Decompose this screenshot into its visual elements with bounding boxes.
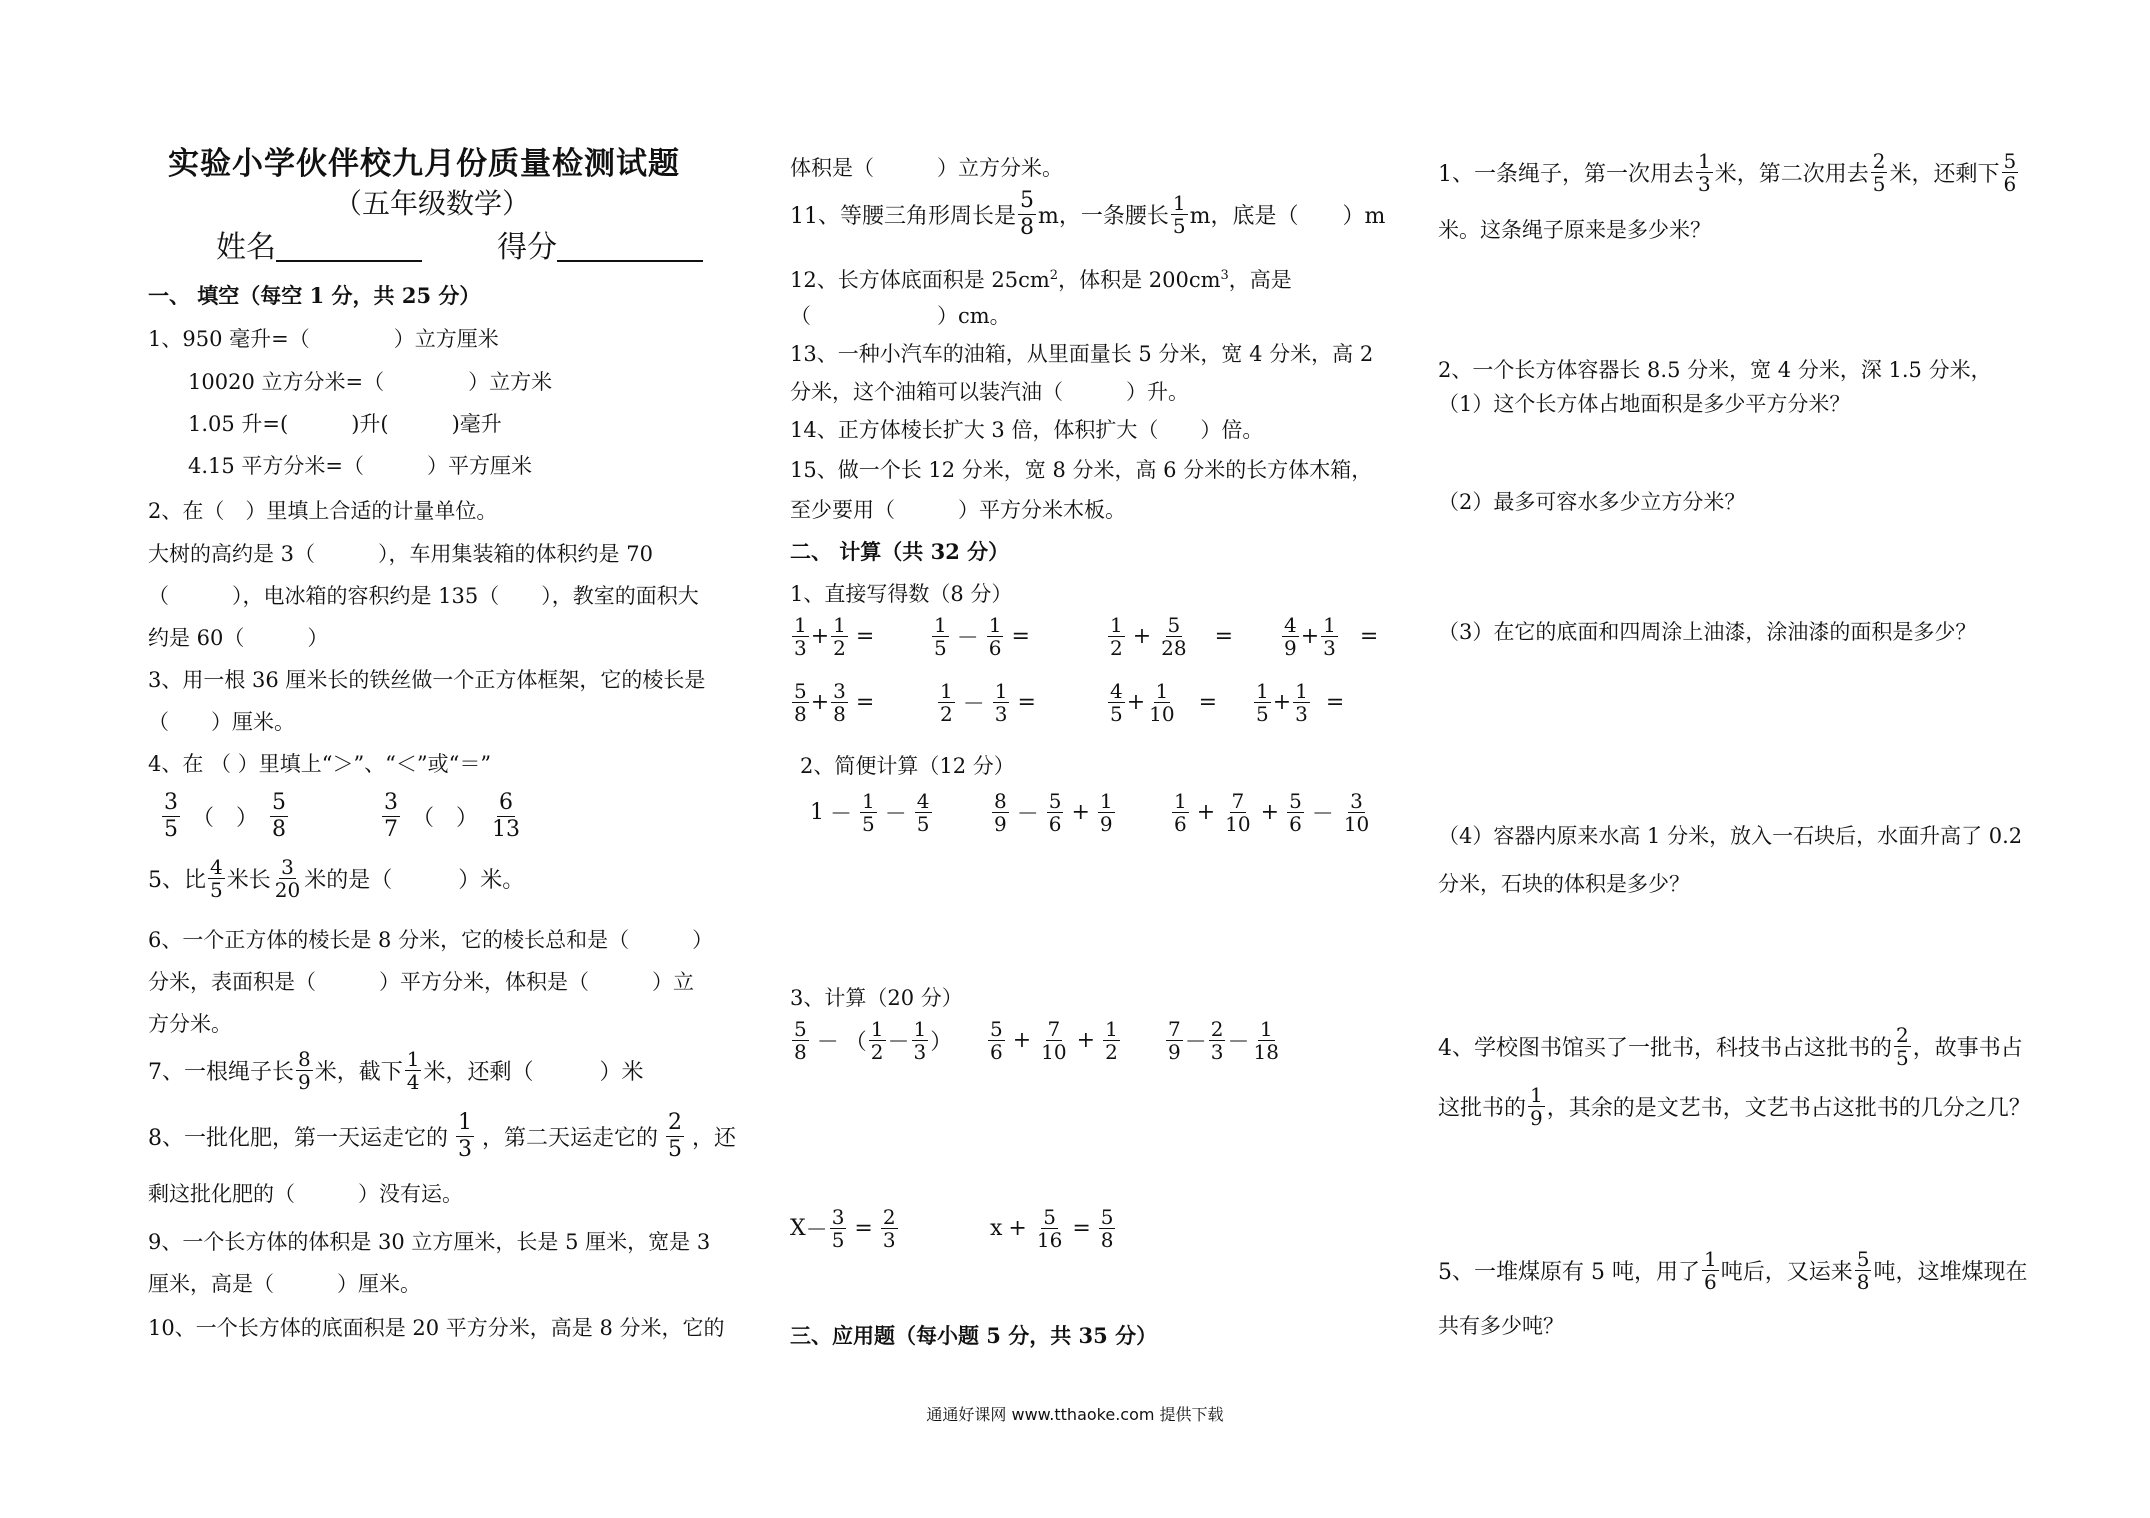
page-subtitle: （五年级数学）: [334, 187, 531, 220]
fraction: 4 5: [1110, 679, 1123, 726]
q1-line-c: 1.05 升=( )升( )毫升: [188, 412, 502, 436]
name-label: 姓名: [216, 230, 276, 265]
fraction: 1 5: [1256, 679, 1269, 726]
fraction: $\frac{7}{10}$: [1225, 789, 1251, 836]
name-blank[interactable]: [276, 234, 422, 262]
calc2-item: 1 － 1 5 － 4 5: [810, 789, 930, 836]
q13-line-b: 分米，这个油箱可以装汽油（ ）升。: [790, 380, 1189, 404]
fraction: 4 5: [210, 855, 223, 902]
fraction: 2 5: [1872, 149, 1886, 196]
app-q4-line-a: 4、学校图书馆买了一批书，科技书占这批书的 2 5 ，故事书占: [1438, 1023, 2023, 1070]
fraction: 4 5: [916, 789, 930, 836]
app-q2-part-3: （3）在它的底面和四周涂上油漆，涂油漆的面积是多少？: [1438, 620, 1977, 644]
fraction: $\frac{1}{3}$: [1323, 613, 1336, 660]
app-q5-line-b: 共有多少吨？: [1438, 1314, 1564, 1338]
calc1-item: 1 2 － $\frac{1}{3}$ =: [940, 679, 1036, 726]
fraction: 8 9: [298, 1047, 311, 1094]
fraction: 5 6: [2003, 149, 2017, 196]
calc1-item: 1 2 + $\frac{5}{28}$ =: [1110, 613, 1234, 660]
fraction: 3 5: [164, 790, 178, 842]
fraction: 3 20: [274, 855, 301, 902]
fraction: 1 5: [1172, 191, 1186, 238]
calc2-item: 1 6 + $\frac{7}{10}$ + $\frac{5}{6}$ － 3 10: [1174, 789, 1370, 836]
fraction: 2 5: [1896, 1023, 1909, 1070]
q14-line: 14、正方体棱长扩大 3 倍，体积扩大（ ）倍。: [790, 418, 1264, 442]
fraction: 1 2: [1110, 613, 1123, 660]
fraction: 5 8: [794, 1017, 807, 1064]
q3-line-a: 3、用一根 36 厘米长的铁丝做一个正方体框架，它的棱长是: [148, 668, 706, 692]
fraction: 1 6: [1703, 1247, 1717, 1294]
q3-line-b: （ ）厘米。: [148, 710, 295, 734]
calc3-item: 7 9 － 2 3 － 1 18: [1168, 1017, 1279, 1064]
calc1-item: 1 3 + $\frac{1}{2}$ =: [794, 613, 875, 660]
q6-line-a: 6、一个正方体的棱长是 8 分米，它的棱长总和是（ ）: [148, 928, 714, 952]
fraction: $\frac{3}{5}$: [831, 1205, 845, 1252]
q8-line-a: 8、一批化肥，第一天运走它的 1 3 ，第二天运走它的 2 5 ，还: [148, 1110, 737, 1162]
fraction: 1 6: [1174, 789, 1187, 836]
fraction: 6 13: [492, 790, 521, 842]
name-score-line: [216, 230, 703, 265]
equation-item: X － $\frac{3}{5}$ = $\frac{2}{3}$: [790, 1205, 896, 1252]
fraction: $\frac{5}{28}$: [1161, 613, 1187, 660]
q9-line-b: 厘米，高是（ ）厘米。: [148, 1272, 421, 1296]
q7-line: 7、一根绳子长 8 9 米，截下 1 4 米，还剩（ ）米: [148, 1047, 644, 1094]
fraction: $\frac{5}{8}$: [1100, 1205, 1114, 1252]
q1-line-b: 10020 立方分米=（ ）立方米: [188, 370, 553, 394]
q2-line-b: 大树的高约是 3（ ），车用集装箱的体积约是 70: [148, 542, 653, 566]
fraction: 5 6: [1048, 789, 1062, 836]
fraction: 5 8: [1020, 188, 1034, 240]
fraction: 1 2: [940, 679, 953, 726]
fraction: 1 9: [1530, 1083, 1543, 1130]
q4-compare-2: [380, 790, 524, 843]
q2-line-d: 约是 60（ ）: [148, 626, 329, 650]
q10-line-a: 10、一个长方体的底面积是 20 平方分米，高是 8 分米，它的: [148, 1316, 725, 1340]
calc1-item: 5 8 + $\frac{3}{8}$ =: [794, 679, 875, 726]
fraction: 3 7: [384, 790, 398, 842]
compare-blank[interactable]: （ ）: [412, 806, 479, 831]
section-3-heading: 三、应用题（每小题 5 分，共 35 分）: [790, 1323, 1158, 1348]
calc1-item: 1 5 + $\frac{1}{3}$ =: [1256, 679, 1345, 726]
section-1-heading: 一、 填空（每空 1 分，共 25 分）: [148, 283, 481, 308]
fraction: 1 3: [913, 1017, 927, 1064]
equation-item: x + $\frac{5}{16}$ = $\frac{5}{8}$: [990, 1205, 1114, 1252]
compare-blank[interactable]: （ ）: [192, 806, 259, 831]
q5-line: 5、比 4 5 米长 3 20 米的是（ ）米。: [148, 855, 525, 902]
q15-line-b: 至少要用（ ）平方分米木板。: [790, 498, 1126, 522]
fraction: 1 5: [862, 789, 875, 836]
fraction: $\frac{5}{16}$: [1036, 1205, 1063, 1252]
fraction: $\frac{1}{10}$: [1149, 679, 1175, 726]
fraction: 5 8: [272, 790, 287, 842]
footer-credit: 通通好课网 www.tthaoke.com 提供下载: [926, 1405, 1224, 1424]
app-q2-part-2: （2）最多可容水多少立方分米？: [1438, 490, 1746, 514]
q6-line-b: 分米，表面积是（ ）平方分米，体积是（ ）立: [148, 970, 694, 994]
score-label: 得分: [497, 230, 558, 265]
fraction: 5 6: [990, 1017, 1003, 1064]
fraction: 4 9: [1284, 613, 1297, 660]
calc1-item: 1 5 － $\frac{1}{6}$ =: [934, 613, 1030, 660]
app-q2-part-1: （1）这个长方体占地面积是多少平方分米？: [1438, 392, 1851, 416]
q12-line-a: 12、长方体底面积是 $25cm^2$，体积是 $200cm^3$，高是: [790, 268, 1292, 292]
app-q1-line-a: 1、一条绳子，第一次用去 1 3 米，第二次用去 2 5 米，还剩下 5 6: [1438, 149, 2017, 196]
app-q5-line-a: 5、一堆煤原有 5 吨，用了 1 6 吨后，又运来 5 8 吨，这堆煤现在: [1438, 1247, 2028, 1294]
q4-compare-1: [160, 790, 290, 843]
calc1-item: 4 5 + $\frac{1}{10}$ =: [1110, 679, 1218, 726]
fraction: 2 3: [1210, 1017, 1224, 1064]
calc3-item: 5 6 + $\frac{7}{10}$ + $\frac{1}{2}$: [990, 1017, 1118, 1064]
fraction: 1 3: [794, 613, 807, 660]
fraction: $\frac{1}{9}$: [1099, 789, 1113, 836]
fraction: 1 2: [870, 1017, 884, 1064]
q6-line-c: 方分米。: [148, 1012, 232, 1036]
fraction: 2 5: [668, 1110, 683, 1162]
fraction: 7 9: [1168, 1017, 1181, 1064]
fraction: 5 8: [1856, 1247, 1870, 1294]
fraction: $\frac{1}{3}$: [994, 679, 1008, 726]
fraction: 1 18: [1253, 1017, 1279, 1064]
fraction: $\frac{1}{2}$: [1105, 1017, 1118, 1064]
q11-line: 11、等腰三角形周长是 5 8 m，一条腰长 1 5 m，底是（ ）m: [790, 188, 1386, 240]
calc1-heading: 1、直接写得数（8 分）: [790, 582, 1013, 606]
fraction: $\frac{3}{8}$: [833, 679, 846, 726]
q12-line-b: （ ）cm。: [790, 304, 1011, 328]
app-q3-line-a: （4）容器内原来水高 1 分米，放入一石块后，水面升高了 0.2: [1438, 824, 2023, 848]
page-title: 实验小学伙伴校九月份质量检测试题: [168, 146, 680, 182]
fraction: 3 10: [1343, 789, 1370, 836]
calc3-heading: 3、计算（20 分）: [790, 986, 963, 1010]
fraction: 5 8: [794, 679, 807, 726]
q8-line-b: 剩这批化肥的（ ）没有运。: [148, 1182, 463, 1206]
fraction: 8 9: [994, 789, 1007, 836]
fraction: 1 5: [934, 613, 947, 660]
fraction: $\frac{1}{2}$: [833, 613, 846, 660]
q1-line-a: 1、950 毫升=（ ）立方厘米: [148, 327, 499, 351]
fraction: $\frac{1}{3}$: [1295, 679, 1308, 726]
calc3-item: 5 8 － （ 1 2 － 1 3 ）: [794, 1017, 953, 1064]
fraction: $\frac{5}{6}$: [1289, 789, 1302, 836]
q15-line-a: 15、做一个长 12 分米，宽 8 分米，高 6 分米的长方体木箱，: [790, 458, 1373, 482]
calc2-heading: 2、简便计算（12 分）: [800, 754, 1015, 778]
fraction: 1 4: [406, 1047, 420, 1094]
fraction: $\frac{2}{3}$: [882, 1205, 896, 1252]
score-blank[interactable]: [557, 234, 703, 262]
fraction: 1 3: [458, 1110, 472, 1162]
calc2-item: 8 9 － 5 6 + $\frac{1}{9}$: [994, 789, 1113, 836]
q2-line-a: 2、在（ ）里填上合适的计量单位。: [148, 499, 498, 523]
app-q4-line-b: 这批书的 1 9 ，其余的是文艺书，文艺书占这批书的几分之几？: [1438, 1083, 2031, 1130]
app-q2-line-a: 2、一个长方体容器长 8.5 分米，宽 4 分米，深 1.5 分米，: [1438, 358, 1992, 382]
fraction: 1 3: [1698, 149, 1711, 196]
q10-line-b: 体积是（ ）立方分米。: [790, 156, 1063, 180]
section-2-heading: 二、 计算（共 32 分）: [790, 539, 1010, 564]
q1-line-d: 4.15 平方分米=（ ）平方厘米: [188, 454, 533, 478]
q4-line-a: 4、在 （ ）里填上“＞”、“＜”或“＝”: [148, 752, 492, 776]
q9-line-a: 9、一个长方体的体积是 30 立方厘米，长是 5 厘米，宽是 3: [148, 1230, 711, 1254]
app-q3-line-b: 分米，石块的体积是多少？: [1438, 872, 1690, 896]
calc1-item: 4 9 + $\frac{1}{3}$ =: [1284, 613, 1379, 660]
fraction: $\frac{1}{6}$: [988, 613, 1002, 660]
app-q1-line-b: 米。这条绳子原来是多少米？: [1438, 218, 1711, 242]
fraction: $\frac{7}{10}$: [1041, 1017, 1067, 1064]
q13-line-a: 13、一种小汽车的油箱，从里面量长 5 分米，宽 4 分米，高 2: [790, 342, 1374, 366]
q2-line-c: （ ），电冰箱的容积约是 135（ ），教室的面积大: [148, 584, 699, 608]
